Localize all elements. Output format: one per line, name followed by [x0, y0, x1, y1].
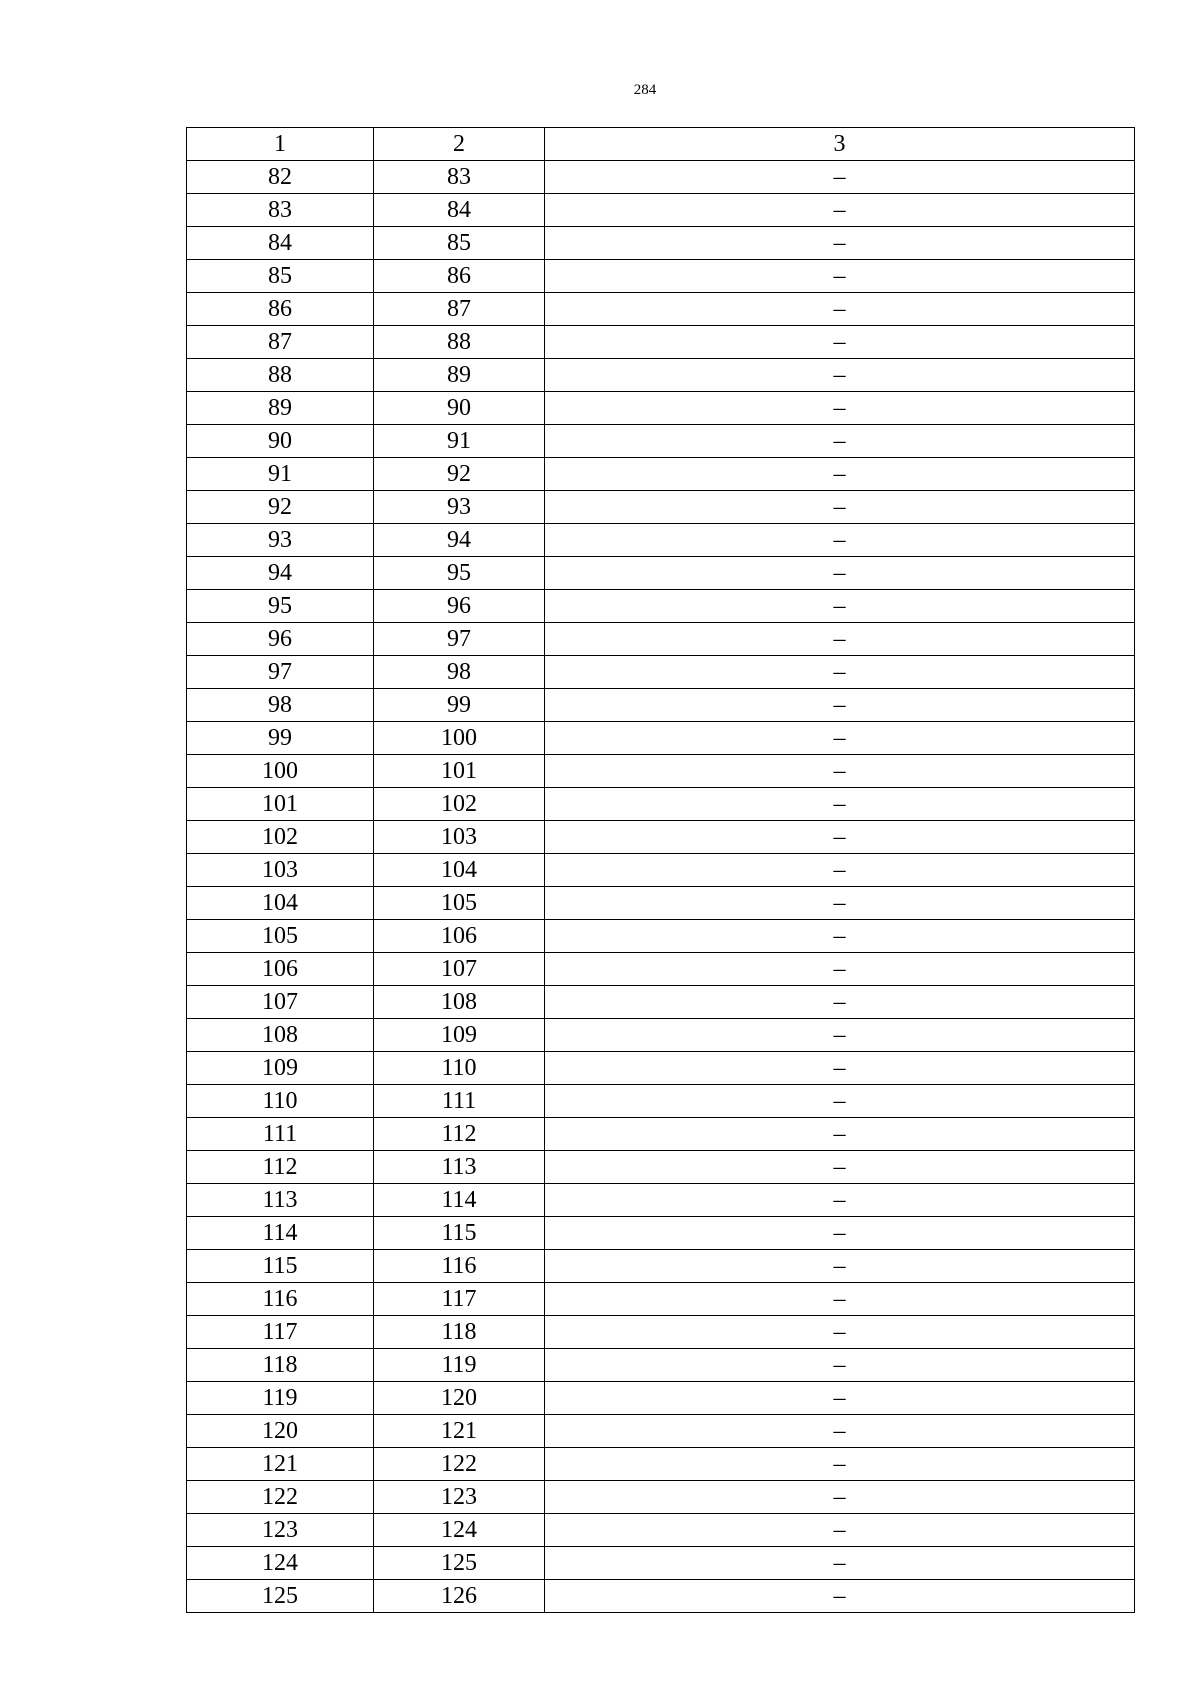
table-row	[187, 227, 1135, 260]
table-cell-col-2: 105	[374, 887, 545, 920]
table-cell-col-2: 126	[374, 1580, 545, 1613]
table-cell-col-3: –	[545, 425, 1135, 458]
table-cell-col-1: 98	[187, 689, 374, 722]
table-row	[187, 1217, 1135, 1250]
table-cell-col-2: 86	[374, 260, 545, 293]
table-cell-col-1: 102	[187, 821, 374, 854]
table-row	[187, 590, 1135, 623]
table-cell-col-2: 85	[374, 227, 545, 260]
table-cell-col-1: 113	[187, 1184, 374, 1217]
table-row	[187, 392, 1135, 425]
table-cell-col-1: 122	[187, 1481, 374, 1514]
table-cell-col-3: –	[545, 1448, 1135, 1481]
table-cell-col-2: 87	[374, 293, 545, 326]
table-cell-col-3: –	[545, 491, 1135, 524]
table-cell-col-3: –	[545, 1514, 1135, 1547]
table-cell-col-3: –	[545, 1052, 1135, 1085]
table-cell-col-1: 94	[187, 557, 374, 590]
table-row	[187, 821, 1135, 854]
table-cell-col-3: –	[545, 227, 1135, 260]
table-cell-col-1: 83	[187, 194, 374, 227]
table-cell-col-1: 100	[187, 755, 374, 788]
table-cell-col-3: –	[545, 1151, 1135, 1184]
table-cell-col-2: 99	[374, 689, 545, 722]
table-cell-col-2: 95	[374, 557, 545, 590]
table-row	[187, 1415, 1135, 1448]
table-cell-col-3: –	[545, 326, 1135, 359]
table-cell-col-2: 114	[374, 1184, 545, 1217]
table-cell-col-2: 115	[374, 1217, 545, 1250]
table-cell-col-2: 88	[374, 326, 545, 359]
table-row	[187, 689, 1135, 722]
table-cell-col-1: 97	[187, 656, 374, 689]
table-row	[187, 491, 1135, 524]
table-cell-col-1: 117	[187, 1316, 374, 1349]
table-row	[187, 722, 1135, 755]
table-row	[187, 1514, 1135, 1547]
table-cell-col-3: –	[545, 1481, 1135, 1514]
table-cell-col-2: 108	[374, 986, 545, 1019]
table-cell-col-3: –	[545, 1217, 1135, 1250]
table-cell-col-1: 114	[187, 1217, 374, 1250]
table-cell-col-2: 102	[374, 788, 545, 821]
table-cell-col-2: 121	[374, 1415, 545, 1448]
table-cell-col-2: 84	[374, 194, 545, 227]
table-row	[187, 1052, 1135, 1085]
table-row	[187, 1580, 1135, 1613]
table-cell-col-2: 83	[374, 161, 545, 194]
table-cell-col-3: –	[545, 359, 1135, 392]
table-cell-col-1: 84	[187, 227, 374, 260]
table-cell-col-1: 82	[187, 161, 374, 194]
table-cell-col-2: 123	[374, 1481, 545, 1514]
table-row	[187, 887, 1135, 920]
table-cell-col-1: 101	[187, 788, 374, 821]
table-cell-col-2: 104	[374, 854, 545, 887]
table-row	[187, 953, 1135, 986]
table-cell-col-3: –	[545, 524, 1135, 557]
table-cell-col-1: 105	[187, 920, 374, 953]
table-row	[187, 788, 1135, 821]
table-cell-col-3: –	[545, 590, 1135, 623]
table-row	[187, 755, 1135, 788]
table-row	[187, 1283, 1135, 1316]
table-cell-col-3: –	[545, 1415, 1135, 1448]
table-cell-col-3: –	[545, 854, 1135, 887]
table-cell-col-1: 107	[187, 986, 374, 1019]
table-cell-col-2: 97	[374, 623, 545, 656]
table-row	[187, 458, 1135, 491]
table-cell-col-1: 108	[187, 1019, 374, 1052]
table-cell-col-2: 100	[374, 722, 545, 755]
table-cell-col-2: 110	[374, 1052, 545, 1085]
table-row	[187, 194, 1135, 227]
table-cell-col-3: –	[545, 887, 1135, 920]
table-cell-col-3: –	[545, 953, 1135, 986]
table-cell-col-1: 110	[187, 1085, 374, 1118]
table-cell-col-1: 124	[187, 1547, 374, 1580]
table-row	[187, 326, 1135, 359]
table-row	[187, 425, 1135, 458]
table-cell-col-2: 117	[374, 1283, 545, 1316]
table-cell-col-3: –	[545, 557, 1135, 590]
table-cell-col-2: 124	[374, 1514, 545, 1547]
table-row	[187, 1118, 1135, 1151]
table-cell-col-3: –	[545, 161, 1135, 194]
table-cell-col-3: –	[545, 194, 1135, 227]
table-row	[187, 260, 1135, 293]
table-cell-col-1: 123	[187, 1514, 374, 1547]
table-row	[187, 1184, 1135, 1217]
table-row	[187, 161, 1135, 194]
table-row	[187, 656, 1135, 689]
table-cell-col-1: 85	[187, 260, 374, 293]
table-cell-col-3: –	[545, 260, 1135, 293]
table-cell-col-2: 119	[374, 1349, 545, 1382]
table-row	[187, 1019, 1135, 1052]
table-cell-col-1: 92	[187, 491, 374, 524]
table-cell-col-2: 109	[374, 1019, 545, 1052]
column-header-1: 1	[187, 128, 374, 161]
table-cell-col-2: 120	[374, 1382, 545, 1415]
table-cell-col-3: –	[545, 1184, 1135, 1217]
table-cell-col-3: –	[545, 1118, 1135, 1151]
table-cell-col-1: 109	[187, 1052, 374, 1085]
table-cell-col-1: 86	[187, 293, 374, 326]
table-cell-col-3: –	[545, 1283, 1135, 1316]
table-row	[187, 1448, 1135, 1481]
table-cell-col-1: 93	[187, 524, 374, 557]
table-cell-col-1: 89	[187, 392, 374, 425]
table-cell-col-3: –	[545, 1316, 1135, 1349]
table-cell-col-1: 121	[187, 1448, 374, 1481]
table-cell-col-1: 116	[187, 1283, 374, 1316]
table-cell-col-1: 120	[187, 1415, 374, 1448]
table-row	[187, 920, 1135, 953]
table-row	[187, 1481, 1135, 1514]
table-row	[187, 293, 1135, 326]
table-cell-col-1: 87	[187, 326, 374, 359]
table-cell-col-3: –	[545, 458, 1135, 491]
table-cell-col-2: 89	[374, 359, 545, 392]
table-row	[187, 524, 1135, 557]
table-cell-col-3: –	[545, 1349, 1135, 1382]
table-cell-col-3: –	[545, 821, 1135, 854]
table-cell-col-3: –	[545, 1580, 1135, 1613]
table-cell-col-2: 98	[374, 656, 545, 689]
table-cell-col-2: 111	[374, 1085, 545, 1118]
table-cell-col-1: 125	[187, 1580, 374, 1613]
table-cell-col-2: 125	[374, 1547, 545, 1580]
table-row	[187, 557, 1135, 590]
table-cell-col-2: 118	[374, 1316, 545, 1349]
table-cell-col-2: 122	[374, 1448, 545, 1481]
table-cell-col-1: 106	[187, 953, 374, 986]
table-row	[187, 1085, 1135, 1118]
table-cell-col-2: 91	[374, 425, 545, 458]
table-cell-col-1: 115	[187, 1250, 374, 1283]
table-cell-col-1: 95	[187, 590, 374, 623]
table-cell-col-3: –	[545, 1547, 1135, 1580]
table-cell-col-2: 90	[374, 392, 545, 425]
table-cell-col-1: 112	[187, 1151, 374, 1184]
table-cell-col-3: –	[545, 689, 1135, 722]
table-cell-col-3: –	[545, 1019, 1135, 1052]
table-cell-col-1: 103	[187, 854, 374, 887]
table-cell-col-3: –	[545, 920, 1135, 953]
table-cell-col-2: 94	[374, 524, 545, 557]
table-cell-col-3: –	[545, 1250, 1135, 1283]
table-cell-col-1: 88	[187, 359, 374, 392]
table-row	[187, 1250, 1135, 1283]
table-cell-col-3: –	[545, 656, 1135, 689]
table-cell-col-3: –	[545, 722, 1135, 755]
table-cell-col-3: –	[545, 755, 1135, 788]
table-cell-col-3: –	[545, 1382, 1135, 1415]
table-cell-col-2: 116	[374, 1250, 545, 1283]
table-cell-col-2: 93	[374, 491, 545, 524]
table-cell-col-1: 99	[187, 722, 374, 755]
table-cell-col-3: –	[545, 293, 1135, 326]
table-cell-col-1: 90	[187, 425, 374, 458]
table-cell-col-1: 104	[187, 887, 374, 920]
table-row	[187, 1349, 1135, 1382]
table-cell-col-2: 103	[374, 821, 545, 854]
table-cell-col-3: –	[545, 392, 1135, 425]
table-row	[187, 1151, 1135, 1184]
table-cell-col-2: 107	[374, 953, 545, 986]
table-header-row	[187, 128, 1135, 161]
table-row	[187, 1316, 1135, 1349]
table-cell-col-2: 112	[374, 1118, 545, 1151]
table-cell-col-1: 118	[187, 1349, 374, 1382]
page-number: 284	[633, 82, 657, 98]
table-row	[187, 854, 1135, 887]
table-row	[187, 1547, 1135, 1580]
table-cell-col-2: 101	[374, 755, 545, 788]
table-row	[187, 623, 1135, 656]
table-body	[187, 161, 1135, 1613]
column-header-2: 2	[374, 128, 545, 161]
table-cell-col-1: 111	[187, 1118, 374, 1151]
table-cell-col-3: –	[545, 986, 1135, 1019]
column-header-3: 3	[545, 128, 1135, 161]
table-cell-col-3: –	[545, 1085, 1135, 1118]
table-cell-col-3: –	[545, 623, 1135, 656]
table-cell-col-2: 96	[374, 590, 545, 623]
table-row	[187, 1382, 1135, 1415]
table-cell-col-2: 106	[374, 920, 545, 953]
table-cell-col-1: 119	[187, 1382, 374, 1415]
data-table	[186, 127, 1135, 1613]
table-cell-col-1: 91	[187, 458, 374, 491]
table-cell-col-1: 96	[187, 623, 374, 656]
table-cell-col-3: –	[545, 788, 1135, 821]
table-row	[187, 986, 1135, 1019]
table-cell-col-2: 113	[374, 1151, 545, 1184]
table-row	[187, 359, 1135, 392]
table-cell-col-2: 92	[374, 458, 545, 491]
